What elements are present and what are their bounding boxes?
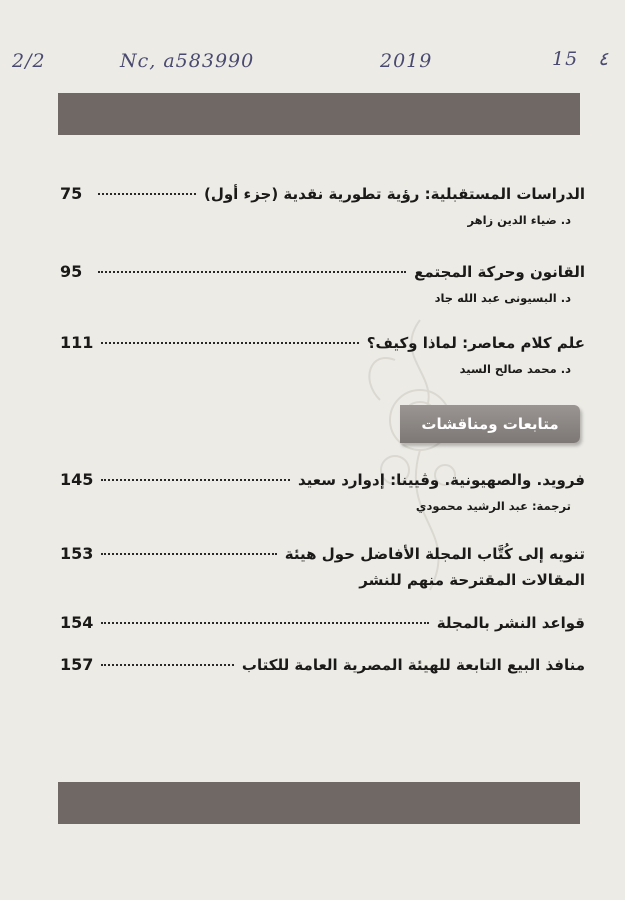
toc-author: ترجمة: عبد الرشيد محمودي bbox=[415, 499, 571, 513]
toc-entry[interactable] bbox=[60, 184, 585, 227]
toc-author: د. ضياء الدين زاهر bbox=[467, 213, 571, 227]
toc-author: د. محمد صالح السيد bbox=[459, 362, 571, 376]
toc-entry[interactable] bbox=[60, 262, 585, 305]
toc-entry-title: القانون وحركة المجتمع bbox=[414, 263, 585, 281]
toc-entry-title: فرويد. والصهيونية. وڤيينا: إدوارد سعيد bbox=[297, 471, 585, 489]
handwritten-fraction: 2/2 bbox=[12, 50, 46, 72]
toc-page-number: 95 bbox=[60, 262, 83, 281]
toc-entry[interactable] bbox=[60, 470, 585, 513]
toc-page-number: 157 bbox=[60, 655, 94, 674]
toc-entry[interactable] bbox=[60, 655, 585, 674]
leader-dots bbox=[98, 271, 406, 273]
handwritten-catalog-code: Nc, a583990 bbox=[120, 50, 255, 72]
leader-dots bbox=[101, 553, 276, 555]
toc-entry-title: منافذ البيع التابعة للهيئة المصرية العامة للكتاب bbox=[241, 656, 585, 674]
toc-entry-title: قواعد النشر بالمجلة bbox=[436, 614, 585, 632]
toc-page-number: 154 bbox=[60, 613, 94, 632]
handwritten-year: 2019 bbox=[380, 50, 433, 72]
footer-band bbox=[58, 782, 580, 824]
section-heading-box bbox=[400, 405, 580, 443]
toc-page-number: 75 bbox=[60, 184, 83, 203]
toc-page-number: 145 bbox=[60, 470, 94, 489]
toc-entry-title: الدراسات المستقبلية: رؤية تطورية نقدية (جزء أول) bbox=[203, 185, 585, 203]
toc-page-number: 153 bbox=[60, 544, 94, 563]
toc-page-number: 111 bbox=[60, 333, 94, 352]
toc-entry-title: علم كلام معاصر: لماذا وكيف؟ bbox=[366, 334, 585, 352]
leader-dots bbox=[101, 342, 358, 344]
header-band bbox=[58, 93, 580, 135]
handwritten-arabic-digit: ٤ bbox=[598, 48, 609, 70]
leader-dots bbox=[101, 622, 428, 624]
section-heading: متابعات ومناقشات bbox=[421, 415, 559, 433]
handwritten-number: 15 bbox=[552, 48, 579, 70]
leader-dots bbox=[98, 193, 196, 195]
toc-entry[interactable] bbox=[60, 613, 585, 632]
toc-entry[interactable] bbox=[60, 333, 585, 376]
toc-author: د. البسيونى عبد الله جاد bbox=[434, 291, 571, 305]
leader-dots bbox=[101, 664, 234, 666]
toc-entry-title: تنويه إلى كُتَّاب المجلة الأفاضل حول هيئة bbox=[284, 545, 585, 563]
toc-entry[interactable] bbox=[60, 544, 585, 589]
toc-entry-title-line2: المقالات المقترحة منهم للنشر bbox=[359, 571, 585, 589]
leader-dots bbox=[101, 479, 290, 481]
